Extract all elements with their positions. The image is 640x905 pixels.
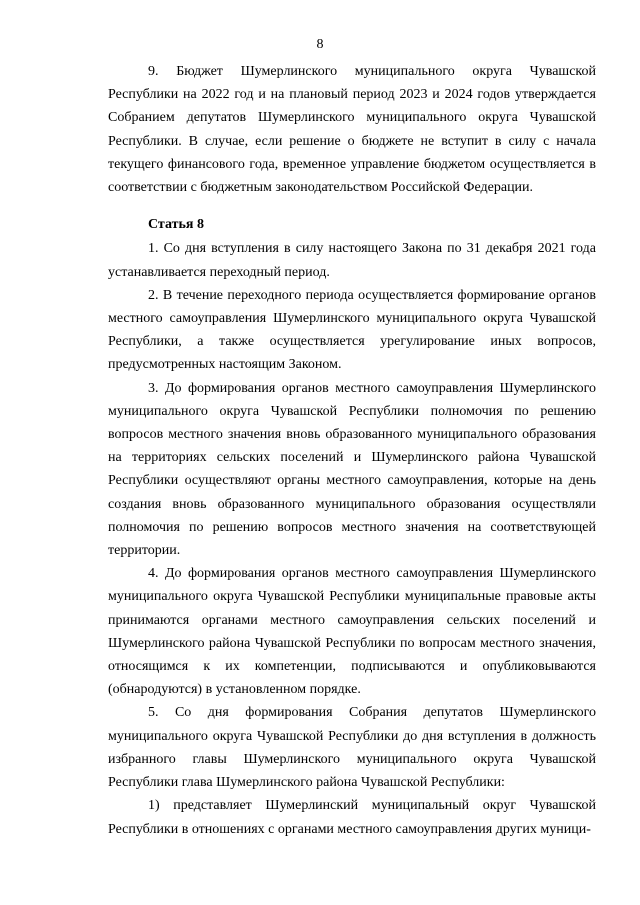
article-paragraph-4: 4. До формирования органов местного самоуправления Шумерлинского муниципального округа Чувашской Республики муниципальные правовые акты принимаются органами местного самоуправления сельских поселений и Шумерлинского района Чувашской Республики по вопросам местного значения, относящимся к их компетенции, подписываются и опубликовываются (обнародуются) в установленном порядке. xyxy=(108,566,596,698)
paragraph-budget: 9. Бюджет Шумерлинского муниципального округа Чувашской Республики на 2022 год и на плановый период 2023 и 2024 годов утверждается Собранием депутатов Шумерлинского муниципального округа Чувашской Республики. В случае, если решение о бюджете не вступит в силу с начала текущего финансового года, временное управление бюджетом осуществляется в соответствии с бюджетным законодательством Российской Федерации. xyxy=(108,64,596,196)
article-paragraph-1: 1. Со дня вступления в силу настоящего Закона по 31 декабря 2021 года устанавливается переходный период. xyxy=(108,241,596,280)
article-paragraph-5: 5. Со дня формирования Собрания депутатов Шумерлинского муниципального округа Чувашской Республики до дня вступления в должность избранного главы Шумерлинского муниципального округа Чувашской Республики глава Шумерлинского района Чувашской Республики: xyxy=(108,705,596,791)
document-body xyxy=(108,60,596,841)
page-number: 8 xyxy=(316,37,324,52)
article-paragraph-2: 2. В течение переходного периода осуществляется формирование органов местного самоуправления Шумерлинского муниципального округа Чувашской Республики, а также осуществляется урегулирование иных вопросов, предусмотренных настоящим Законом. xyxy=(108,287,596,373)
article-heading: Статья 8 xyxy=(148,217,204,233)
article-paragraph-5-item-1: 1) представляет Шумерлинский муниципальный округ Чувашской Республики в отношениях с органами местного самоуправления других муници- xyxy=(108,798,596,837)
article-paragraph-3: 3. До формирования органов местного самоуправления Шумерлинского муниципального округа Чувашской Республики полномочия по решению вопросов местного значения вновь образованного муниципального образования на территориях сельских поселений и Шумерлинского района Чувашской Республики осуществляют органы местного самоуправления, которые на день создания вновь образованного муниципального образования осуществляли полномочия по решению вопросов местного значения на соответствующей территории. xyxy=(108,380,596,559)
